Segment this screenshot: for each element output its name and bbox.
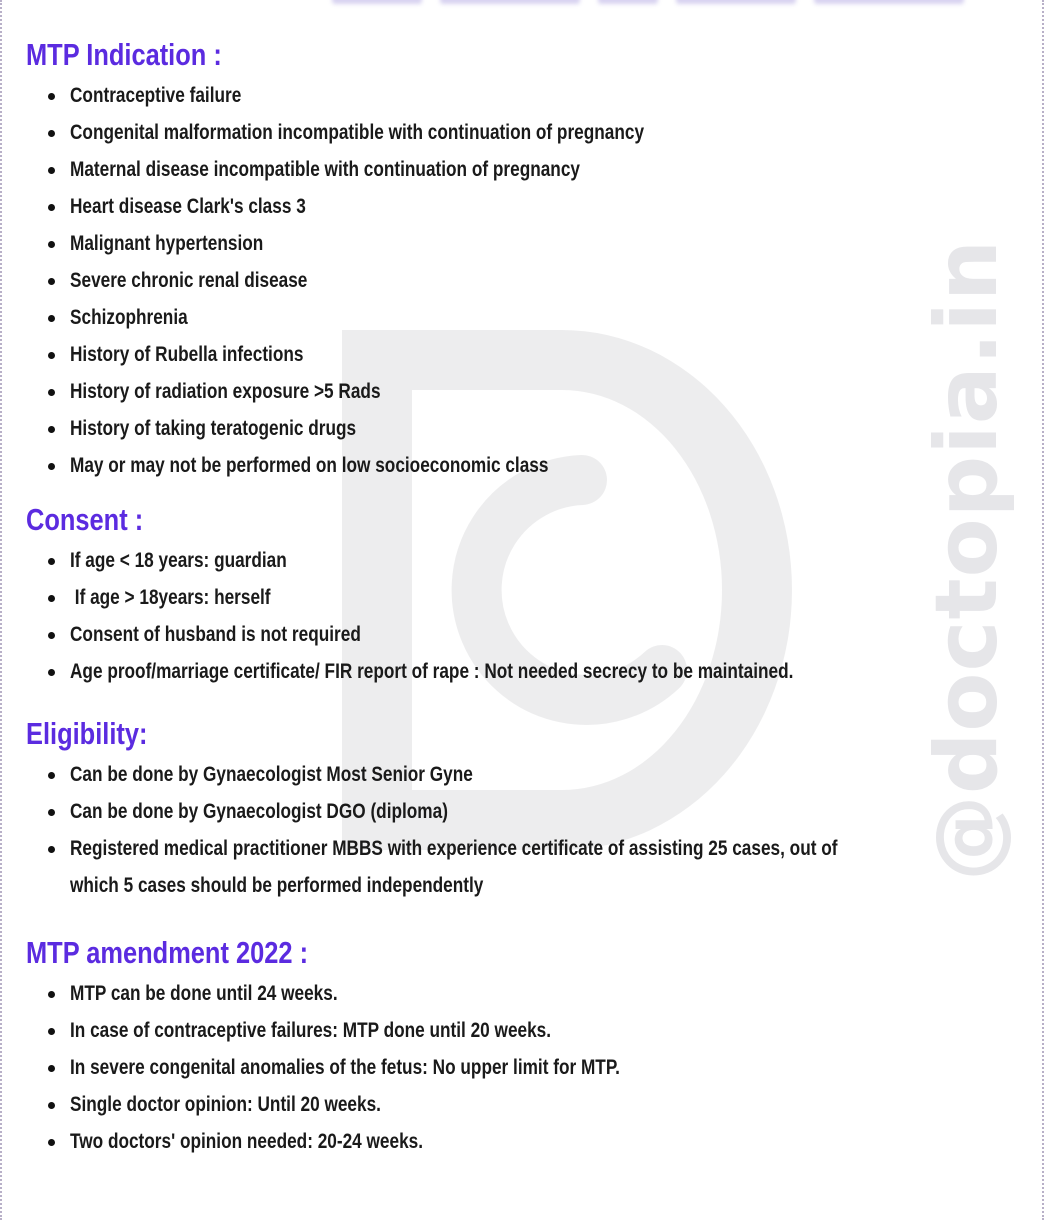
bullet-icon [48, 846, 55, 853]
doctopia-watermark-text: @doctopia.in [917, 238, 1017, 882]
bullet-icon [48, 1065, 55, 1072]
list-item: May or may not be performed on low socioeconomic class [26, 447, 770, 484]
list-item: Severe chronic renal disease [26, 262, 770, 299]
bullet-icon [48, 389, 55, 396]
bullet-icon [48, 1139, 55, 1146]
list-item: Contraceptive failure [26, 77, 770, 114]
section-consent [26, 500, 952, 690]
list-item: Single doctor opinion: Until 20 weeks. [26, 1086, 741, 1123]
bullet-icon [48, 772, 55, 779]
bullet-icon [48, 241, 55, 248]
bullet-icon [48, 1028, 55, 1035]
list-item: Malignant hypertension [26, 225, 770, 262]
bullet-icon [48, 315, 55, 322]
list-item: History of radiation exposure >5 Rads [26, 373, 770, 410]
bullet-icon [48, 558, 55, 565]
bullet-icon [48, 1102, 55, 1109]
list-item: Can be done by Gynaecologist Most Senior Gyne [26, 756, 1030, 793]
list-item: If age < 18 years: guardian [26, 542, 952, 579]
bullet-icon [48, 809, 55, 816]
list-item: In case of contraceptive failures: MTP done until 20 weeks. [26, 1012, 741, 1049]
list-item: Consent of husband is not required [26, 616, 952, 653]
bullet-list [26, 77, 770, 484]
bullet-icon [48, 167, 55, 174]
bullet-list [26, 542, 952, 690]
list-item: History of Rubella infections [26, 336, 770, 373]
bullet-icon [48, 463, 55, 470]
section-mtp-indication [26, 35, 770, 484]
list-item: Two doctors' opinion needed: 20-24 weeks. [26, 1123, 741, 1160]
list-item: Registered medical practitioner MBBS with experience certificate of assisting 25 cases, out of which 5 cases should be performed independently [26, 830, 1030, 904]
bullet-icon [48, 991, 55, 998]
list-item: Heart disease Clark's class 3 [26, 188, 770, 225]
bullet-icon [48, 632, 55, 639]
bullet-icon [48, 426, 55, 433]
bullet-icon [48, 352, 55, 359]
section-eligibility [26, 714, 1030, 904]
bullet-icon [48, 130, 55, 137]
list-item: MTP can be done until 24 weeks. [26, 975, 741, 1012]
list-item: Schizophrenia [26, 299, 770, 336]
list-item: If age > 18years: herself [26, 579, 952, 616]
notes-content [2, 0, 1044, 1220]
list-item: In severe congenital anomalies of the fetus: No upper limit for MTP. [26, 1049, 741, 1086]
bullet-icon [48, 669, 55, 676]
bullet-icon [48, 278, 55, 285]
section-heading: Eligibility: [26, 716, 148, 751]
bullet-icon [48, 595, 55, 602]
section-heading: MTP amendment 2022 : [26, 935, 309, 970]
section-heading: MTP Indication : [26, 37, 222, 72]
list-item: Can be done by Gynaecologist DGO (diploma) [26, 793, 1030, 830]
bullet-list [26, 975, 741, 1160]
list-item: History of taking teratogenic drugs [26, 410, 770, 447]
bullet-icon [48, 93, 55, 100]
section-mtp-amendment-2022 [26, 933, 741, 1160]
section-heading: Consent : [26, 502, 144, 537]
bullet-list [26, 756, 1030, 904]
bullet-icon [48, 204, 55, 211]
list-item: Maternal disease incompatible with continuation of pregnancy [26, 151, 770, 188]
list-item: Age proof/marriage certificate/ FIR report of rape : Not needed secrecy to be maintained. [26, 653, 952, 690]
list-item: Congenital malformation incompatible with continuation of pregnancy [26, 114, 770, 151]
